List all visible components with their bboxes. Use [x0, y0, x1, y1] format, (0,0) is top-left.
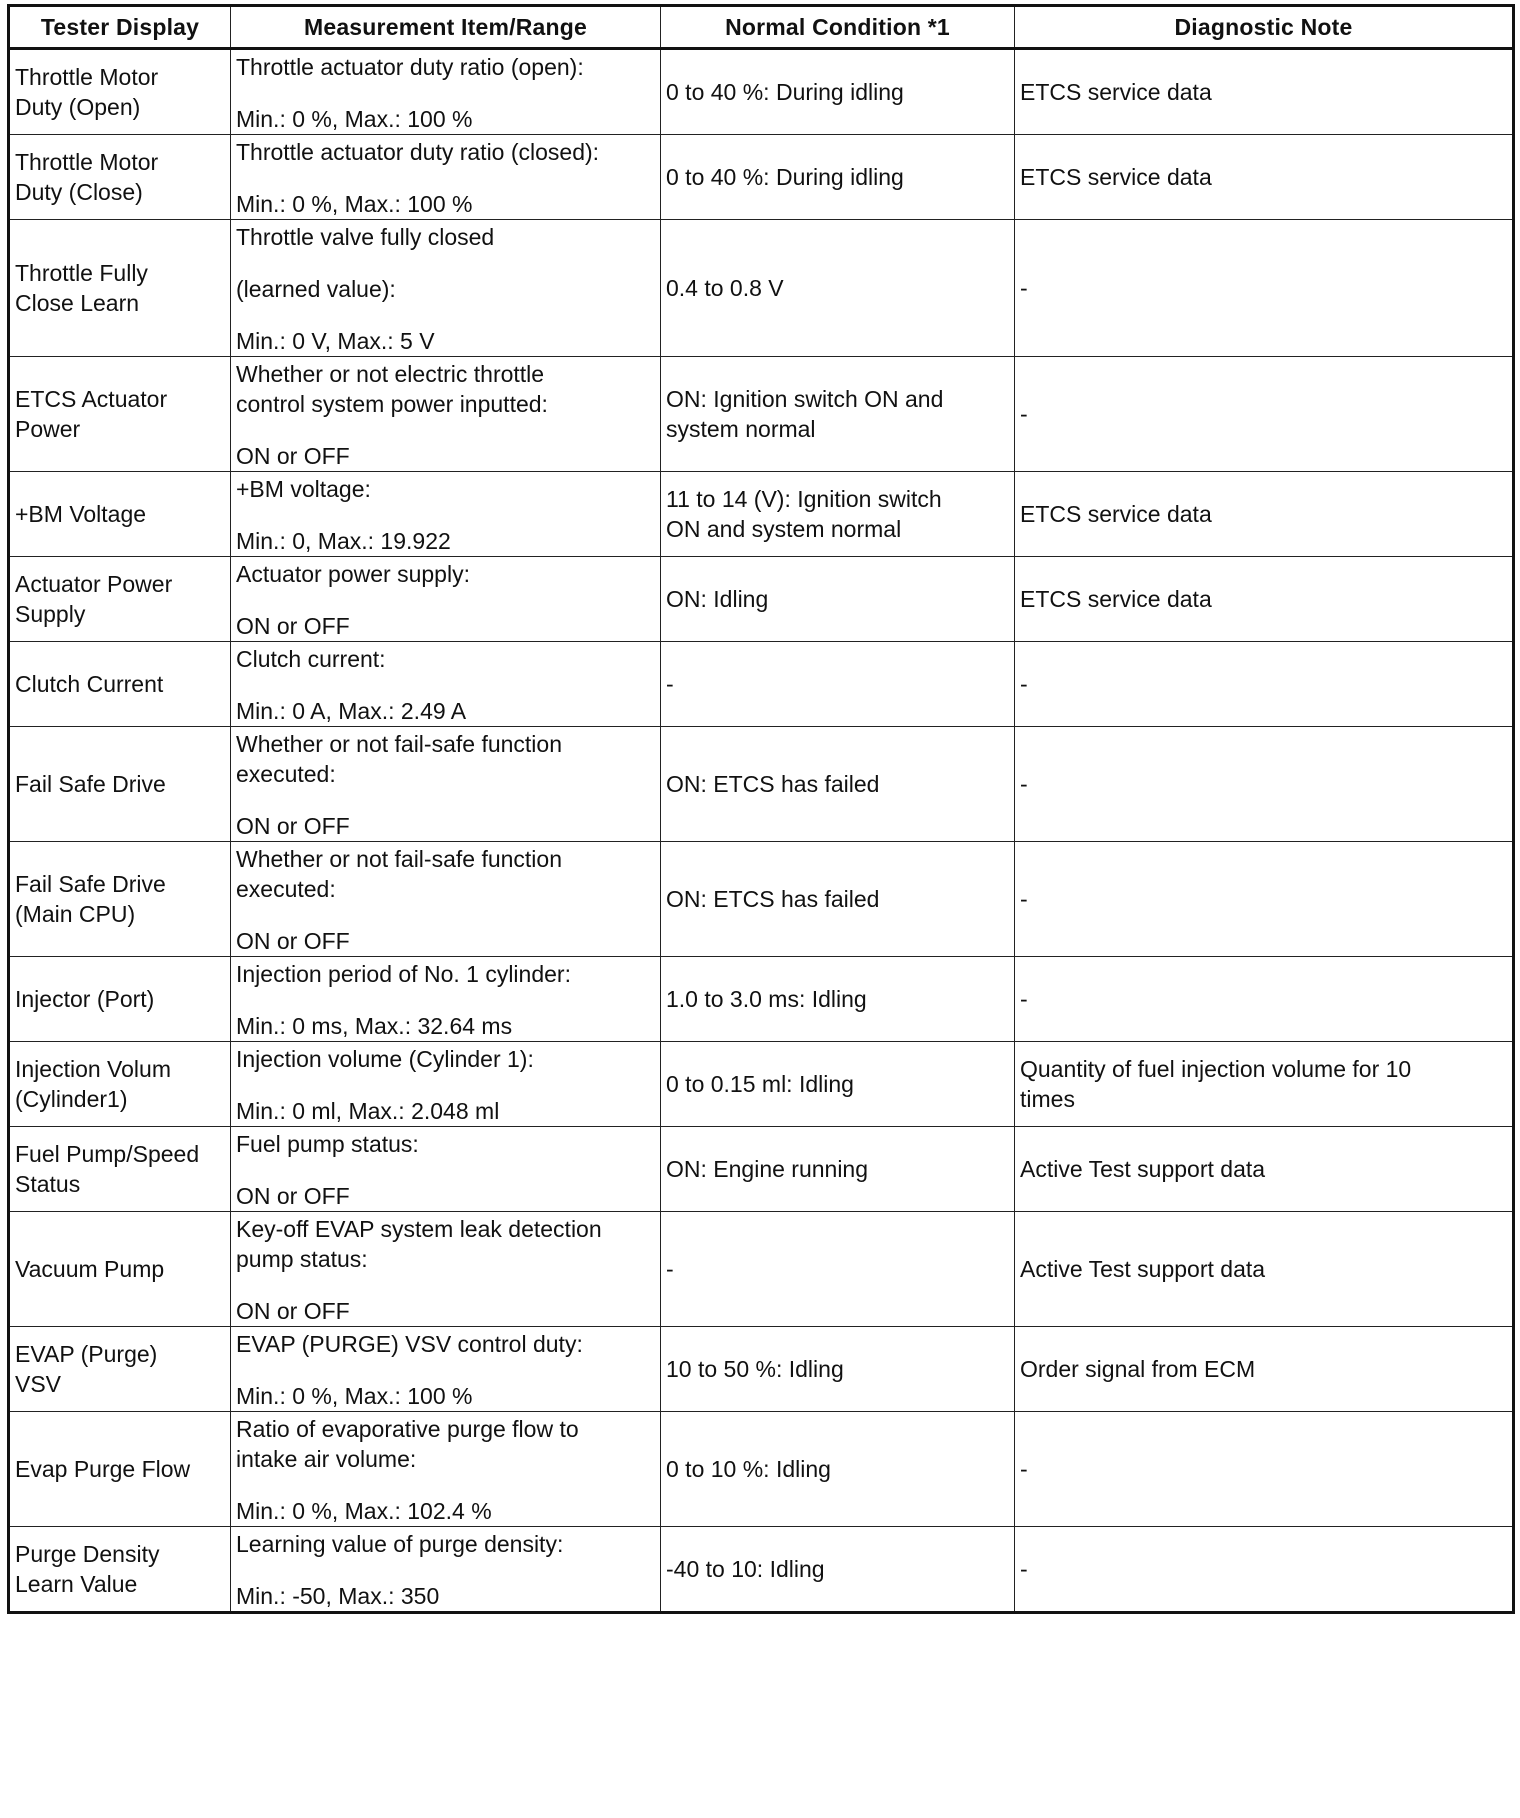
tester-display-cell [9, 1042, 231, 1127]
tester-display-text: Duty (Open) [15, 94, 141, 120]
normal-condition-text: ON: ETCS has failed [666, 771, 880, 797]
table-body [9, 49, 1514, 1613]
table-row [9, 557, 1514, 642]
measurement-range-text: Min.: 0 %, Max.: 100 % [236, 106, 473, 132]
cell-spacer [236, 252, 655, 274]
measurement-range-text: Min.: 0 %, Max.: 102.4 % [236, 1498, 492, 1524]
measurement-item-cell [231, 1127, 661, 1212]
tester-display-cell [9, 49, 231, 135]
tester-display-text: Fail Safe Drive [15, 871, 166, 897]
header-diagnostic-note: Diagnostic Note [1015, 6, 1514, 49]
diagnostic-note-text: - [1020, 1456, 1028, 1482]
tester-display-text: Fuel Pump/Speed [15, 1141, 200, 1167]
measurement-item-text: Key-off EVAP system leak detection [236, 1216, 602, 1242]
normal-condition-text: system normal [666, 416, 816, 442]
cell-spacer [236, 1074, 655, 1096]
cell-spacer [236, 989, 655, 1011]
measurement-item-cell [231, 472, 661, 557]
measurement-range-text: ON or OFF [236, 1183, 350, 1209]
tester-display-cell [9, 957, 231, 1042]
normal-condition-cell [661, 1127, 1015, 1212]
normal-condition-cell [661, 1327, 1015, 1412]
measurement-item-cell [231, 642, 661, 727]
measurement-item-cell [231, 1527, 661, 1613]
normal-condition-text: 1.0 to 3.0 ms: Idling [666, 986, 867, 1012]
tester-display-cell [9, 1327, 231, 1412]
tester-display-text: Clutch Current [15, 671, 164, 697]
table-row [9, 135, 1514, 220]
normal-condition-text: ON: ETCS has failed [666, 886, 880, 912]
diagnostic-note-cell [1015, 842, 1514, 957]
measurement-item-text: +BM voltage: [236, 476, 371, 502]
cell-spacer [236, 304, 655, 326]
header-measurement-item: Measurement Item/Range [231, 6, 661, 49]
normal-condition-text: -40 to 10: Idling [666, 1556, 825, 1582]
table-row [9, 1127, 1514, 1212]
tester-display-cell [9, 557, 231, 642]
cell-spacer [236, 674, 655, 696]
cell-spacer [236, 589, 655, 611]
diagnostic-note-text: ETCS service data [1020, 586, 1212, 612]
cell-spacer [236, 1274, 655, 1296]
normal-condition-cell [661, 357, 1015, 472]
tester-display-text: Supply [15, 601, 86, 627]
tester-display-text: Throttle Fully [15, 260, 148, 286]
tester-display-text: Throttle Motor [15, 64, 159, 90]
table-row [9, 842, 1514, 957]
measurement-item-text: Throttle actuator duty ratio (closed): [236, 139, 600, 165]
tester-display-cell [9, 357, 231, 472]
measurement-range-text: ON or OFF [236, 443, 350, 469]
measurement-item-cell [231, 1327, 661, 1412]
tester-display-text: Injector (Port) [15, 986, 155, 1012]
diagnostic-note-text: Order signal from ECM [1020, 1356, 1256, 1382]
table-row [9, 1327, 1514, 1412]
tester-display-cell [9, 727, 231, 842]
diagnostic-note-cell [1015, 1212, 1514, 1327]
measurement-range-text: Min.: 0, Max.: 19.922 [236, 528, 451, 554]
diagnostic-note-cell [1015, 1042, 1514, 1127]
diagnostic-note-text: ETCS service data [1020, 501, 1212, 527]
diagnostic-note-text: Quantity of fuel injection volume for 10 [1020, 1056, 1412, 1082]
measurement-item-cell [231, 135, 661, 220]
tester-display-text: EVAP (Purge) [15, 1341, 158, 1367]
tester-display-text: (Cylinder1) [15, 1086, 128, 1112]
table-row [9, 1527, 1514, 1613]
tester-display-text: Vacuum Pump [15, 1256, 165, 1282]
diagnostic-note-text: - [1020, 771, 1028, 797]
measurement-item-text: intake air volume: [236, 1446, 417, 1472]
diagnostic-note-cell [1015, 1327, 1514, 1412]
tester-display-cell [9, 1527, 231, 1613]
data-list-table [7, 4, 1515, 1614]
tester-display-cell [9, 642, 231, 727]
normal-condition-text: - [666, 1256, 674, 1282]
normal-condition-cell [661, 557, 1015, 642]
spec-document [7, 4, 1512, 1614]
table-row [9, 957, 1514, 1042]
normal-condition-text: ON and system normal [666, 516, 902, 542]
normal-condition-text: 0.4 to 0.8 V [666, 275, 784, 301]
diagnostic-note-cell [1015, 1127, 1514, 1212]
diagnostic-note-text: - [1020, 986, 1028, 1012]
measurement-range-text: Min.: 0 %, Max.: 100 % [236, 1383, 473, 1409]
measurement-item-cell [231, 49, 661, 135]
measurement-item-text: Clutch current: [236, 646, 386, 672]
normal-condition-text: ON: Ignition switch ON and [666, 386, 944, 412]
cell-spacer [236, 1359, 655, 1381]
diagnostic-note-text: ETCS service data [1020, 79, 1212, 105]
normal-condition-text: - [666, 671, 674, 697]
measurement-range-text: Min.: 0 ml, Max.: 2.048 ml [236, 1098, 500, 1124]
table-row [9, 472, 1514, 557]
measurement-item-text: Whether or not electric throttle [236, 361, 545, 387]
measurement-item-text: executed: [236, 876, 336, 902]
diagnostic-note-cell [1015, 49, 1514, 135]
tester-display-text: +BM Voltage [15, 501, 147, 527]
measurement-range-text: ON or OFF [236, 613, 350, 639]
measurement-item-text: Whether or not fail-safe function [236, 731, 562, 757]
tester-display-cell [9, 135, 231, 220]
table-row [9, 357, 1514, 472]
measurement-item-cell [231, 1212, 661, 1327]
measurement-item-text: Fuel pump status: [236, 1131, 419, 1157]
header-normal-condition: Normal Condition *1 [661, 6, 1015, 49]
table-row [9, 727, 1514, 842]
measurement-item-text: Injection period of No. 1 cylinder: [236, 961, 571, 987]
cell-spacer [236, 789, 655, 811]
tester-display-cell [9, 472, 231, 557]
diagnostic-note-cell [1015, 357, 1514, 472]
tester-display-text: Duty (Close) [15, 179, 143, 205]
measurement-item-text: Throttle actuator duty ratio (open): [236, 54, 584, 80]
diagnostic-note-text: times [1020, 1086, 1075, 1112]
diagnostic-note-cell [1015, 642, 1514, 727]
normal-condition-cell [661, 49, 1015, 135]
measurement-item-text: control system power inputted: [236, 391, 548, 417]
measurement-item-cell [231, 957, 661, 1042]
cell-spacer [236, 904, 655, 926]
measurement-range-text: Min.: 0 A, Max.: 2.49 A [236, 698, 467, 724]
normal-condition-text: 11 to 14 (V): Ignition switch [666, 486, 942, 512]
tester-display-text: Power [15, 416, 81, 442]
diagnostic-note-cell [1015, 727, 1514, 842]
measurement-item-cell [231, 357, 661, 472]
cell-spacer [236, 1159, 655, 1181]
tester-display-cell [9, 220, 231, 357]
tester-display-cell [9, 1412, 231, 1527]
cell-spacer [236, 419, 655, 441]
cell-spacer [236, 1559, 655, 1581]
measurement-range-text: Min.: -50, Max.: 350 [236, 1583, 440, 1609]
normal-condition-cell [661, 727, 1015, 842]
normal-condition-cell [661, 135, 1015, 220]
diagnostic-note-cell [1015, 557, 1514, 642]
diagnostic-note-text: - [1020, 1556, 1028, 1582]
tester-display-text: Status [15, 1171, 81, 1197]
cell-spacer [236, 504, 655, 526]
table-row [9, 1412, 1514, 1527]
normal-condition-text: ON: Engine running [666, 1156, 869, 1182]
diagnostic-note-cell [1015, 135, 1514, 220]
diagnostic-note-cell [1015, 220, 1514, 357]
cell-spacer [236, 167, 655, 189]
tester-display-text: Throttle Motor [15, 149, 159, 175]
normal-condition-text: 0 to 10 %: Idling [666, 1456, 831, 1482]
measurement-item-text: EVAP (PURGE) VSV control duty: [236, 1331, 583, 1357]
cell-spacer [236, 82, 655, 104]
tester-display-text: Fail Safe Drive [15, 771, 166, 797]
tester-display-cell [9, 1212, 231, 1327]
measurement-item-text: executed: [236, 761, 336, 787]
tester-display-cell [9, 842, 231, 957]
tester-display-text: Purge Density [15, 1541, 160, 1567]
tester-display-text: VSV [15, 1371, 62, 1397]
normal-condition-cell [661, 1212, 1015, 1327]
table-row [9, 642, 1514, 727]
measurement-item-cell [231, 1412, 661, 1527]
measurement-range-text: ON or OFF [236, 813, 350, 839]
normal-condition-cell [661, 472, 1015, 557]
measurement-item-text: (learned value): [236, 276, 396, 302]
diagnostic-note-cell [1015, 472, 1514, 557]
normal-condition-cell [661, 220, 1015, 357]
tester-display-text: (Main CPU) [15, 901, 136, 927]
tester-display-text: Actuator Power [15, 571, 173, 597]
normal-condition-cell [661, 1412, 1015, 1527]
normal-condition-cell [661, 1042, 1015, 1127]
measurement-range-text: Min.: 0 %, Max.: 100 % [236, 191, 473, 217]
table-row [9, 1212, 1514, 1327]
measurement-item-text: Learning value of purge density: [236, 1531, 564, 1557]
normal-condition-text: 10 to 50 %: Idling [666, 1356, 844, 1382]
normal-condition-text: ON: Idling [666, 586, 769, 612]
tester-display-text: Learn Value [15, 1571, 138, 1597]
tester-display-text: Close Learn [15, 290, 140, 316]
normal-condition-cell [661, 1527, 1015, 1613]
measurement-range-text: ON or OFF [236, 1298, 350, 1324]
diagnostic-note-text: - [1020, 671, 1028, 697]
measurement-range-text: Min.: 0 V, Max.: 5 V [236, 328, 435, 354]
measurement-item-cell [231, 842, 661, 957]
tester-display-text: Evap Purge Flow [15, 1456, 191, 1482]
table-header-row [9, 6, 1514, 49]
normal-condition-cell [661, 642, 1015, 727]
measurement-range-text: Min.: 0 ms, Max.: 32.64 ms [236, 1013, 513, 1039]
table-row [9, 1042, 1514, 1127]
diagnostic-note-text: Active Test support data [1020, 1256, 1266, 1282]
normal-condition-cell [661, 842, 1015, 957]
measurement-item-text: Injection volume (Cylinder 1): [236, 1046, 534, 1072]
normal-condition-text: 0 to 0.15 ml: Idling [666, 1071, 854, 1097]
diagnostic-note-text: - [1020, 886, 1028, 912]
measurement-item-text: pump status: [236, 1246, 368, 1272]
diagnostic-note-text: Active Test support data [1020, 1156, 1266, 1182]
normal-condition-text: 0 to 40 %: During idling [666, 79, 904, 105]
normal-condition-text: 0 to 40 %: During idling [666, 164, 904, 190]
measurement-item-text: Throttle valve fully closed [236, 224, 495, 250]
table-row [9, 49, 1514, 135]
diagnostic-note-cell [1015, 957, 1514, 1042]
measurement-range-text: ON or OFF [236, 928, 350, 954]
diagnostic-note-cell [1015, 1412, 1514, 1527]
diagnostic-note-text: ETCS service data [1020, 164, 1212, 190]
header-tester-display: Tester Display [9, 6, 231, 49]
tester-display-text: Injection Volum [15, 1056, 171, 1082]
diagnostic-note-text: - [1020, 275, 1028, 301]
measurement-item-cell [231, 727, 661, 842]
measurement-item-text: Ratio of evaporative purge flow to [236, 1416, 579, 1442]
measurement-item-text: Whether or not fail-safe function [236, 846, 562, 872]
cell-spacer [236, 1474, 655, 1496]
normal-condition-cell [661, 957, 1015, 1042]
diagnostic-note-cell [1015, 1527, 1514, 1613]
tester-display-cell [9, 1127, 231, 1212]
measurement-item-text: Actuator power supply: [236, 561, 470, 587]
measurement-item-cell [231, 220, 661, 357]
measurement-item-cell [231, 557, 661, 642]
measurement-item-cell [231, 1042, 661, 1127]
table-row [9, 220, 1514, 357]
diagnostic-note-text: - [1020, 401, 1028, 427]
tester-display-text: ETCS Actuator [15, 386, 168, 412]
